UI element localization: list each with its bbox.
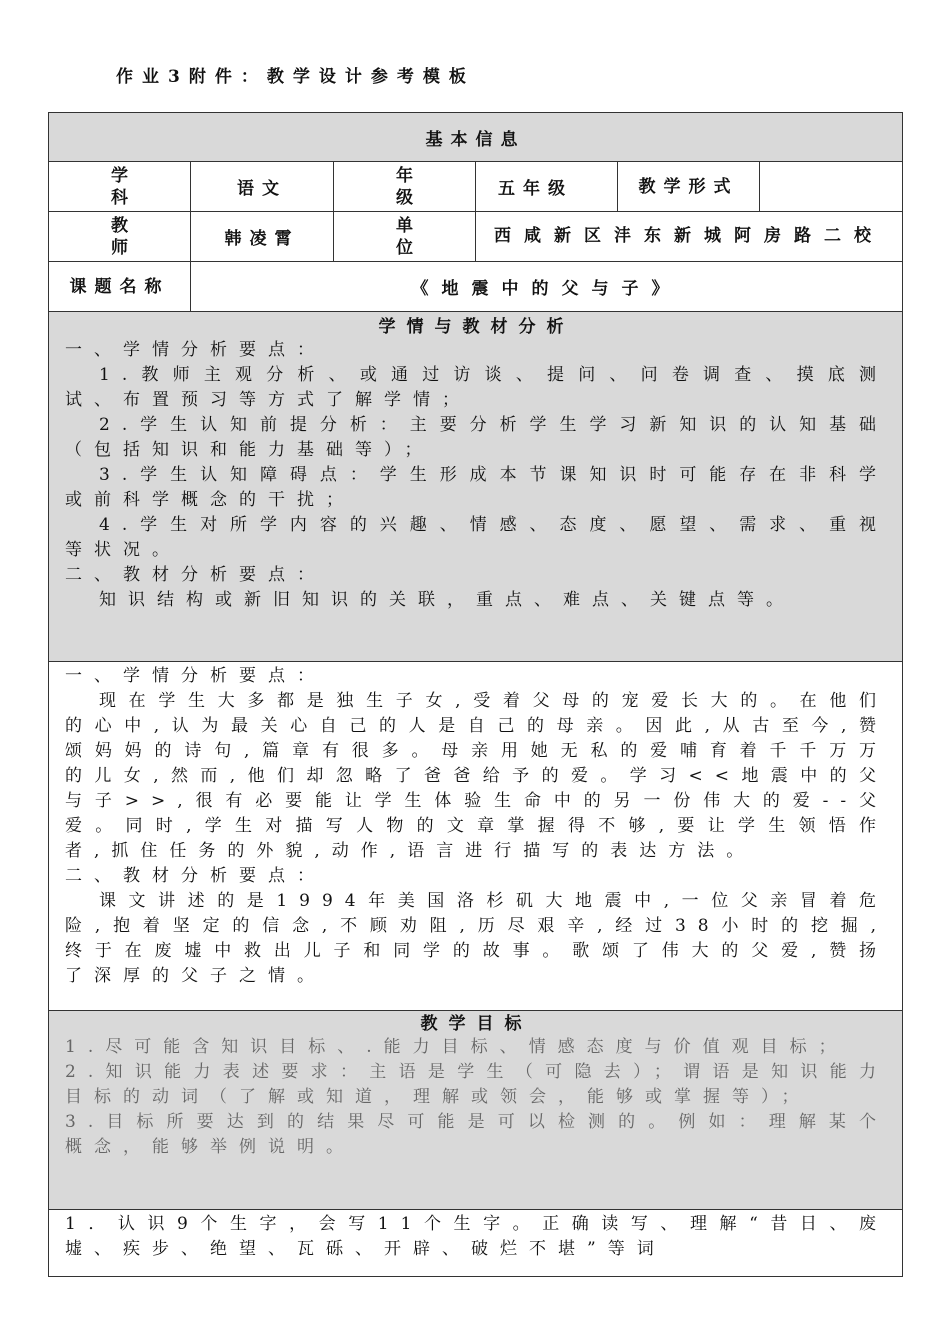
material-analysis-heading: 二、教材分析要点：	[65, 866, 326, 886]
objective-guide-line: 2.知识能力表述要求：主语是学生（可隐去）；谓语是知识能力目标的动词（了解或知道，理解或领会，能够或掌握等）；	[65, 1062, 889, 1107]
teaching-form-value[interactable]	[760, 162, 903, 212]
material-analysis-text: 课文讲述的是1994年美国洛杉矶大地震中,一位父亲冒着危险,抱着坚定的信念,不顾劝阻,历尽艰辛,经过38小时的挖掘,终于在废墟中救出儿子和同学的故事。歌颂了伟大的父爱,赞扬了深厚的父子之情。	[65, 891, 889, 986]
analysis-guide-row	[49, 312, 903, 662]
subject-row	[49, 162, 903, 212]
unit-label: 单 位	[334, 212, 476, 262]
topic-label: 课题名称	[49, 262, 191, 312]
objective-guide-line: 1.尽可能含知识目标、.能力目标、情感态度与价值观目标；	[65, 1037, 848, 1057]
guide-line: 3.学生认知障碍点：学生形成本节课知识时可能存在非科学或前科学概念的干扰；	[65, 465, 889, 510]
lesson-plan-table	[48, 112, 903, 1277]
subject-value[interactable]: 语文	[191, 162, 334, 212]
guide-line: 2.学生认知前提分析：主要分析学生学习新知识的认知基础（包括知识和能力基础等）；	[65, 415, 889, 460]
analysis-content-row	[49, 662, 903, 1011]
guide-line: 二、教材分析要点：	[65, 565, 326, 585]
unit-value[interactable]: 西咸新区沣东新城阿房路二校	[476, 212, 903, 262]
basic-info-header-row	[49, 113, 903, 162]
teacher-label: 教 师	[49, 212, 191, 262]
student-analysis-text: 现在学生大多都是独生子女,受着父母的宠爱长大的。在他们的心中,认为最关心自己的人是自己的母亲。因此,从古至今,赞颂妈妈的诗句,篇章有很多。母亲用她无私的爱哺育着千千万万的儿女,然而,他们却忽略了爸爸给予的爱。学习<<地震中的父与子>>,很有必要能让学生体验生命中的另一份伟大的爱--父爱。同时,学生对描写人物的文章掌握得不够,要让学生领悟作者,抓住任务的外貌,动作,语言进行描写的表达方法。	[65, 691, 889, 861]
objectives-section-title: 教学目标	[420, 1014, 533, 1034]
topic-row	[49, 262, 903, 312]
teacher-value[interactable]: 韩凌霄	[191, 212, 334, 262]
analysis-guide-cell	[49, 312, 903, 662]
analysis-content-cell[interactable]	[49, 662, 903, 1011]
objectives-content-row	[49, 1210, 903, 1277]
basic-info-header: 基本信息	[49, 113, 903, 162]
teacher-row	[49, 212, 903, 262]
topic-value[interactable]: 《地震中的父与子》	[191, 262, 903, 312]
objectives-content-cell[interactable]	[49, 1210, 903, 1277]
student-analysis-heading: 一、学情分析要点：	[65, 666, 326, 686]
guide-line: 1.教师主观分析、或通过访谈、提问、问卷调查、摸底测试、布置预习等方式了解学情；	[65, 365, 889, 410]
analysis-content-block	[49, 662, 902, 999]
analysis-section-title: 学情与教材分析	[378, 317, 575, 337]
teaching-form-label: 教学形式	[618, 162, 760, 212]
analysis-guide-block	[49, 312, 902, 623]
guide-line: 知识结构或新旧知识的关联，重点、难点、关键点等。	[99, 590, 795, 610]
guide-line: 一、学情分析要点：	[65, 340, 326, 360]
grade-label: 年 级	[334, 162, 476, 212]
subject-label: 学 科	[49, 162, 191, 212]
objectives-guide-cell	[49, 1011, 903, 1210]
objectives-guide-row	[49, 1011, 903, 1210]
objective-line: 1．认识9个生字，会写11个生字。正确读写、理解“昔日、废墟、疾步、绝望、瓦砾、开辟、破烂不堪”等词	[65, 1214, 889, 1259]
objectives-guide-block	[49, 1011, 902, 1170]
grade-value[interactable]: 五年级	[476, 162, 618, 212]
objective-guide-line: 3.目标所要达到的结果尽可能是可以检测的。例如：理解某个概念，能够举例说明。	[65, 1112, 889, 1157]
guide-line: 4.学生对所学内容的兴趣、情感、态度、愿望、需求、重视等状况。	[65, 515, 889, 560]
document-title: 作业3附件：教学设计参考模板	[116, 67, 475, 87]
objectives-content-block	[49, 1210, 902, 1272]
